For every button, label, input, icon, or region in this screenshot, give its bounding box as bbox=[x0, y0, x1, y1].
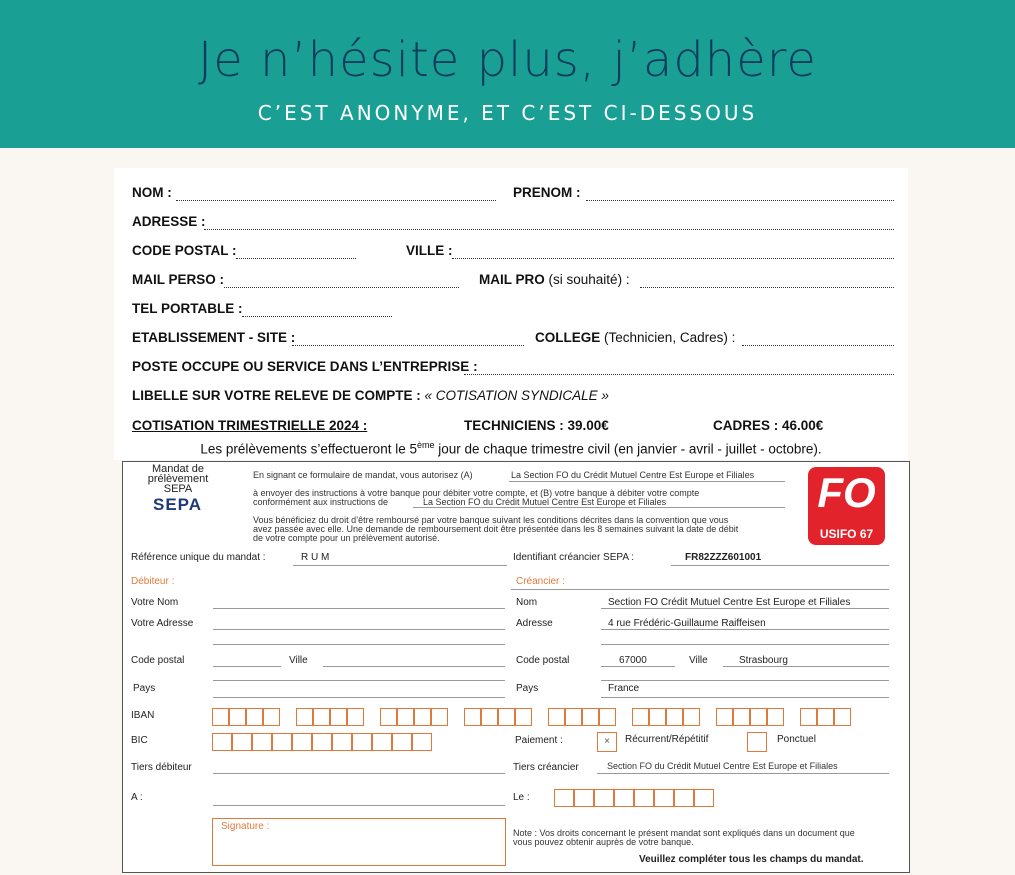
debiteur-pays-field[interactable] bbox=[213, 680, 505, 681]
iban-char-box[interactable] bbox=[565, 708, 582, 726]
bic-char-box[interactable] bbox=[252, 733, 272, 751]
iban-char-box[interactable] bbox=[246, 708, 263, 726]
note-line-1: Note : Vos droits concernant le présent mandat sont expliqués dans un document que bbox=[513, 828, 855, 838]
date-char-box[interactable] bbox=[634, 789, 654, 807]
iban-char-box[interactable] bbox=[263, 708, 280, 726]
prenom-label: PRENOM : bbox=[513, 185, 581, 200]
intro-creditor-2: La Section FO du Crédit Mutuel Centre Est Europe et Filiales bbox=[423, 497, 667, 507]
creancier-ville-value: Strasbourg bbox=[739, 655, 788, 666]
iban-char-box[interactable] bbox=[431, 708, 448, 726]
intro-line-5: avez passée avec elle. Une demande de remboursement doit être présentée dans les 8 semaines suivant la date de débit bbox=[253, 524, 739, 534]
bic-char-box[interactable] bbox=[352, 733, 372, 751]
tiers-creancier-value: Section FO du Crédit Mutuel Centre Est Europe et Filiales bbox=[607, 761, 838, 771]
ics-label: Identifiant créancier SEPA : bbox=[513, 552, 634, 563]
bic-char-box[interactable] bbox=[372, 733, 392, 751]
debiteur-ville-field[interactable] bbox=[323, 666, 505, 667]
row-cotisation bbox=[132, 418, 894, 438]
recurrent-checkbox[interactable] bbox=[597, 732, 617, 752]
prenom-field[interactable] bbox=[586, 200, 894, 201]
signature-field[interactable] bbox=[212, 818, 506, 866]
mail-perso-field[interactable] bbox=[224, 287, 459, 288]
debiteur-pays-label: Pays bbox=[133, 683, 156, 694]
tel-field[interactable] bbox=[242, 316, 392, 317]
creancier-cp-label: Code postal bbox=[516, 655, 570, 666]
iban-char-box[interactable] bbox=[683, 708, 700, 726]
poste-field[interactable] bbox=[464, 374, 894, 375]
intro-line-3: conformément aux instructions de bbox=[253, 497, 389, 507]
bic-char-box[interactable] bbox=[212, 733, 232, 751]
debiteur-heading: Débiteur : bbox=[131, 576, 175, 587]
tiers-creancier-label: Tiers créancier bbox=[513, 762, 579, 773]
intro-line-4: Vous bénéficiez du droit d’être remboursé par votre banque suivant les conditions décrites dans la convention que vous bbox=[253, 515, 729, 525]
footer-note: Veuillez compléter tous les champs du mandat. bbox=[639, 854, 864, 865]
iban-char-box[interactable] bbox=[397, 708, 414, 726]
date-char-box[interactable] bbox=[594, 789, 614, 807]
etablissement-label: ETABLISSEMENT - SITE : bbox=[132, 330, 296, 345]
debiteur-ville-label: Ville bbox=[289, 655, 308, 666]
iban-char-box[interactable] bbox=[212, 708, 229, 726]
date-char-box[interactable] bbox=[674, 789, 694, 807]
ref-label: Référence unique du mandat : bbox=[131, 552, 266, 563]
tiers-debiteur-label: Tiers débiteur bbox=[131, 762, 192, 773]
paiement-label: Paiement : bbox=[515, 735, 563, 746]
tiers-debiteur-field[interactable] bbox=[213, 773, 505, 774]
debiteur-nom-field[interactable] bbox=[213, 608, 505, 609]
adresse-field[interactable] bbox=[204, 229, 894, 230]
mail-perso-label: MAIL PERSO : bbox=[132, 272, 225, 287]
creancier-nom-label: Nom bbox=[516, 597, 538, 608]
creancier-pays-label: Pays bbox=[516, 683, 539, 694]
intro-line-1: En signant ce formulaire de mandat, vous autorisez (A) bbox=[253, 470, 473, 480]
row-nom bbox=[132, 185, 894, 205]
techniciens-price: TECHNICIENS : 39.00€ bbox=[464, 418, 609, 433]
iban-char-box[interactable] bbox=[296, 708, 313, 726]
date-char-box[interactable] bbox=[694, 789, 714, 807]
sepa-mandate bbox=[122, 461, 910, 873]
iban-char-box[interactable] bbox=[817, 708, 834, 726]
date-char-box[interactable] bbox=[654, 789, 674, 807]
row-libelle bbox=[132, 388, 894, 408]
debiteur-cp-label: Code postal bbox=[131, 655, 185, 666]
page-subtitle: C’EST ANONYME, ET C’EST CI-DESSOUS bbox=[257, 101, 758, 125]
prelev-text-b: jour de chaque trimestre civil (en janvier - avril - juillet - octobre). bbox=[434, 441, 822, 457]
signature-label: Signature : bbox=[221, 821, 270, 832]
cotisation-label: COTISATION TRIMESTRIELLE 2024 : bbox=[132, 418, 368, 433]
bic-char-box[interactable] bbox=[392, 733, 412, 751]
mail-pro-field[interactable] bbox=[640, 287, 894, 288]
iban-char-box[interactable] bbox=[800, 708, 817, 726]
iban-label: IBAN bbox=[131, 710, 155, 721]
poste-label: POSTE OCCUPE OU SERVICE DANS L’ENTREPRISE : bbox=[132, 359, 478, 374]
note-line-2: vous pouvez obtenir auprès de votre banque. bbox=[513, 837, 694, 847]
iban-char-box[interactable] bbox=[666, 708, 683, 726]
creancier-heading: Créancier : bbox=[516, 576, 565, 587]
college-field[interactable] bbox=[742, 345, 894, 346]
creancier-pays-value: France bbox=[608, 683, 640, 694]
membership-form bbox=[114, 168, 908, 440]
iban-char-box[interactable] bbox=[481, 708, 498, 726]
intro-creditor-1: La Section FO du Crédit Mutuel Centre Est Europe et Filiales bbox=[511, 470, 755, 480]
creancier-adresse-value: 4 rue Frédéric-Guillaume Raiffeisen bbox=[608, 618, 766, 629]
intro-line-6: de votre compte pour un prélèvement autorisé. bbox=[253, 533, 440, 543]
iban-char-box[interactable] bbox=[632, 708, 649, 726]
iban-char-box[interactable] bbox=[380, 708, 397, 726]
iban-char-box[interactable] bbox=[347, 708, 364, 726]
header-banner bbox=[0, 0, 1015, 148]
a-field[interactable] bbox=[213, 805, 505, 806]
a-label: A : bbox=[131, 792, 143, 803]
college-label: COLLEGE bbox=[535, 330, 601, 345]
iban-char-box[interactable] bbox=[834, 708, 851, 726]
code-postal-field[interactable] bbox=[236, 258, 356, 259]
row-adresse bbox=[132, 214, 894, 234]
creancier-adresse-label: Adresse bbox=[516, 618, 553, 629]
recurrent-check-mark: × bbox=[604, 736, 610, 747]
mandat-title: Mandat de prélèvement SEPA bbox=[147, 463, 209, 495]
recurrent-label: Récurrent/Répétitif bbox=[625, 734, 709, 745]
row-tel bbox=[132, 301, 894, 321]
bic-label: BIC bbox=[131, 735, 148, 746]
iban-char-box[interactable] bbox=[464, 708, 481, 726]
tel-label: TEL PORTABLE : bbox=[132, 301, 243, 316]
mail-pro-label: MAIL PRO bbox=[479, 272, 545, 287]
prelev-sup: ème bbox=[416, 440, 435, 450]
debiteur-adresse-field[interactable] bbox=[213, 629, 505, 630]
creancier-ville-label: Ville bbox=[689, 655, 708, 666]
creancier-cp-value: 67000 bbox=[619, 655, 647, 666]
iban-char-box[interactable] bbox=[716, 708, 733, 726]
ville-label: VILLE : bbox=[406, 243, 453, 258]
creancier-nom-value: Section FO Crédit Mutuel Centre Est Europe et Filiales bbox=[608, 597, 851, 608]
nom-label: NOM : bbox=[132, 185, 172, 200]
prelev-text-a: Les prélèvements s’effectueront le 5 bbox=[200, 441, 417, 457]
mail-pro-note: (si souhaité) : bbox=[548, 272, 630, 287]
ref-value: R U M bbox=[301, 552, 330, 563]
iban-char-box[interactable] bbox=[414, 708, 431, 726]
row-etablissement bbox=[132, 330, 894, 350]
cadres-price: CADRES : 46.00€ bbox=[713, 418, 824, 433]
ponctuel-checkbox[interactable] bbox=[747, 732, 767, 752]
iban-char-box[interactable] bbox=[330, 708, 347, 726]
iban-char-box[interactable] bbox=[599, 708, 616, 726]
etablissement-field[interactable] bbox=[292, 345, 524, 346]
bic-char-box[interactable] bbox=[232, 733, 252, 751]
iban-char-box[interactable] bbox=[767, 708, 784, 726]
row-cp-ville bbox=[132, 243, 894, 263]
row-poste bbox=[132, 359, 894, 379]
ref-field[interactable] bbox=[293, 565, 507, 566]
iban-char-box[interactable] bbox=[313, 708, 330, 726]
page-title: Je n’hésite plus, j’adhère bbox=[198, 32, 817, 88]
iban-char-box[interactable] bbox=[548, 708, 565, 726]
intro-line-2: à envoyer des instructions à votre banque pour débiter votre compte, et (B) votre banque à débiter votre compte bbox=[253, 488, 700, 498]
le-label: Le : bbox=[513, 792, 530, 803]
iban-char-box[interactable] bbox=[750, 708, 767, 726]
ics-value: FR82ZZZ601001 bbox=[685, 552, 762, 563]
college-note: (Technicien, Cadres) : bbox=[604, 330, 736, 345]
sepa-logo: SEPA bbox=[153, 495, 203, 514]
ponctuel-label: Ponctuel bbox=[777, 734, 816, 745]
adresse-label: ADRESSE : bbox=[132, 214, 206, 229]
iban-char-box[interactable] bbox=[229, 708, 246, 726]
date-char-box[interactable] bbox=[574, 789, 594, 807]
bic-char-box[interactable] bbox=[312, 733, 332, 751]
iban-char-box[interactable] bbox=[733, 708, 750, 726]
prelevement-note bbox=[114, 440, 908, 460]
iban-char-box[interactable] bbox=[515, 708, 532, 726]
bic-char-box[interactable] bbox=[292, 733, 312, 751]
debiteur-adresse-label: Votre Adresse bbox=[131, 618, 194, 629]
nom-field[interactable] bbox=[176, 200, 496, 201]
iban-char-box[interactable] bbox=[582, 708, 599, 726]
fo-logo: FO USIFO 67 bbox=[808, 467, 885, 545]
code-postal-label: CODE POSTAL : bbox=[132, 243, 237, 258]
ville-field[interactable] bbox=[452, 258, 894, 259]
bic-char-box[interactable] bbox=[272, 733, 292, 751]
row-mail bbox=[132, 272, 894, 292]
date-char-box[interactable] bbox=[614, 789, 634, 807]
iban-char-box[interactable] bbox=[649, 708, 666, 726]
debiteur-nom-label: Votre Nom bbox=[131, 597, 179, 608]
libelle-value: « COTISATION SYNDICALE » bbox=[424, 388, 609, 403]
date-char-box[interactable] bbox=[554, 789, 574, 807]
bic-char-box[interactable] bbox=[332, 733, 352, 751]
debiteur-cp-field[interactable] bbox=[213, 666, 281, 667]
iban-char-box[interactable] bbox=[498, 708, 515, 726]
libelle-label: LIBELLE SUR VOTRE RELEVE DE COMPTE : bbox=[132, 388, 421, 403]
bic-char-box[interactable] bbox=[412, 733, 432, 751]
